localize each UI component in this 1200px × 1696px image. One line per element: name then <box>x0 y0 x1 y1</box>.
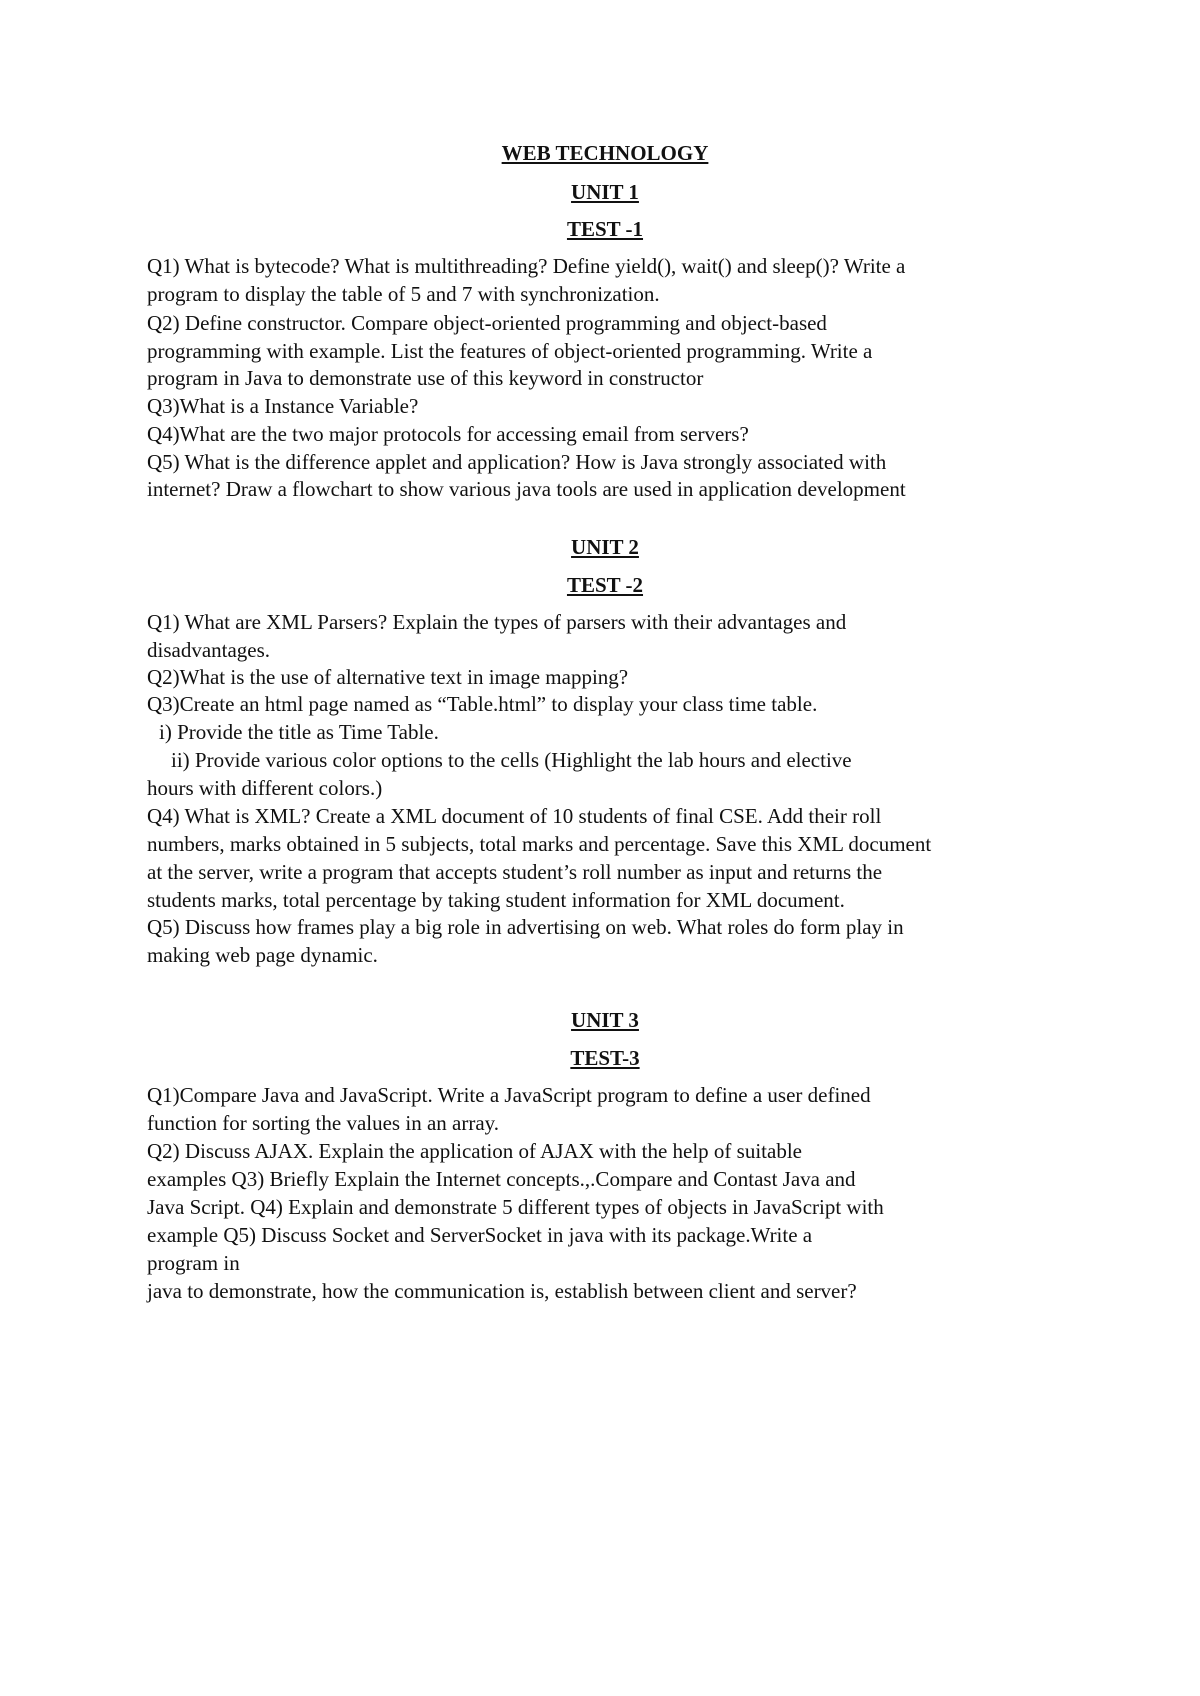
unit-3-line: Q1)Compare Java and JavaScript. Write a JavaScript program to define a user defined <box>147 1083 871 1107</box>
unit-2-line: Q3)Create an html page named as “Table.html” to display your class time table. <box>147 692 818 716</box>
unit-1-line: Q3)What is a Instance Variable? <box>147 394 419 418</box>
test-3-heading: TEST-3 <box>570 1046 640 1070</box>
unit-1-line: Q5) What is the difference applet and application? How is Java strongly associated with <box>147 450 887 474</box>
unit-2-heading: UNIT 2 <box>571 535 639 559</box>
unit-2-line: students marks, total percentage by taking student information for XML document. <box>147 888 845 912</box>
unit-1-line: Q4)What are the two major protocols for accessing email from servers? <box>147 422 749 446</box>
unit-1-line: internet? Draw a flowchart to show various java tools are used in application development <box>147 477 906 501</box>
document-title: WEB TECHNOLOGY <box>501 141 709 165</box>
unit-1-line: Q2) Define constructor. Compare object-oriented programming and object-based <box>147 311 827 335</box>
unit-2-line: numbers, marks obtained in 5 subjects, total marks and percentage. Save this XML document <box>147 832 932 856</box>
unit-3-line: java to demonstrate, how the communication is, establish between client and server? <box>147 1279 857 1303</box>
unit-2-line: Q2)What is the use of alternative text in image mapping? <box>147 665 629 689</box>
unit-2-line: Q1) What are XML Parsers? Explain the types of parsers with their advantages and <box>147 610 847 634</box>
unit-1-heading: UNIT 1 <box>571 180 639 204</box>
unit-2-line: ii) Provide various color options to the cells (Highlight the lab hours and elective <box>171 748 852 772</box>
unit-3-line: example Q5) Discuss Socket and ServerSocket in java with its package.Write a <box>147 1223 813 1247</box>
unit-2-line: disadvantages. <box>147 638 271 662</box>
unit-3-heading: UNIT 3 <box>571 1008 639 1032</box>
unit-2-line: Q5) Discuss how frames play a big role in advertising on web. What roles do form play in <box>147 915 904 939</box>
unit-3-line: Java Script. Q4) Explain and demonstrate 5 different types of objects in JavaScript with <box>147 1195 884 1219</box>
unit-3-line: examples Q3) Briefly Explain the Internet concepts.,.Compare and Contast Java and <box>147 1167 856 1191</box>
unit-2-line: making web page dynamic. <box>147 943 378 967</box>
unit-2-line: Q4) What is XML? Create a XML document of 10 students of final CSE. Add their roll <box>147 804 882 828</box>
unit-1-line: program to display the table of 5 and 7 with synchronization. <box>147 282 660 306</box>
test-2-heading: TEST -2 <box>566 573 644 597</box>
unit-3-line: Q2) Discuss AJAX. Explain the application of AJAX with the help of suitable <box>147 1139 802 1163</box>
unit-1-line: Q1) What is bytecode? What is multithreading? Define yield(), wait() and sleep()? Write a <box>147 254 906 278</box>
unit-2-line: i) Provide the title as Time Table. <box>159 720 439 744</box>
unit-3-line: function for sorting the values in an array. <box>147 1111 500 1135</box>
unit-2-line: hours with different colors.) <box>147 776 383 800</box>
unit-3-line: program in <box>147 1251 240 1275</box>
unit-1-line: programming with example. List the features of object-oriented programming. Write a <box>147 339 873 363</box>
unit-1-line: program in Java to demonstrate use of this keyword in constructor <box>147 366 704 390</box>
test-1-heading: TEST -1 <box>566 217 644 241</box>
unit-2-line: at the server, write a program that accepts student’s roll number as input and returns the <box>147 860 883 884</box>
